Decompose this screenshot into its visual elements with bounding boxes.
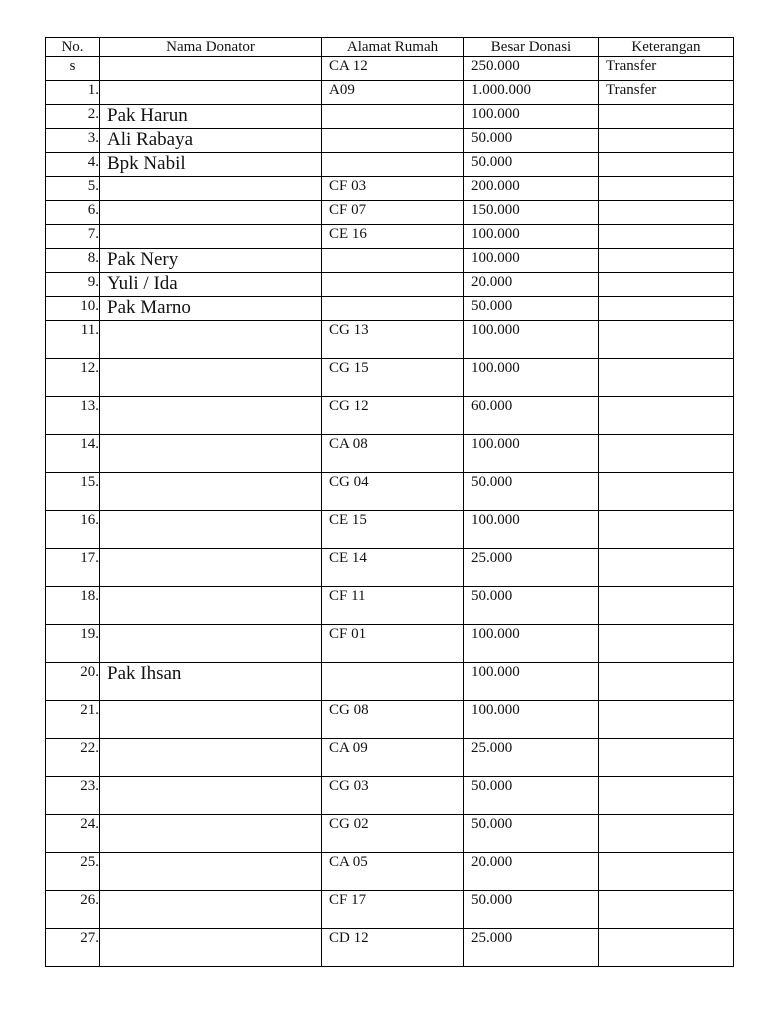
header-address: Alamat Rumah xyxy=(322,38,464,57)
remark-cell xyxy=(599,815,734,853)
donor-name-cell: Pak Nery xyxy=(100,249,322,273)
row-number-cell: 15. xyxy=(46,473,100,511)
row-number-cell: 7. xyxy=(46,225,100,249)
table-row xyxy=(46,129,734,153)
donor-name-cell xyxy=(100,511,322,549)
table-row xyxy=(46,701,734,739)
row-number-cell: 12. xyxy=(46,359,100,397)
house-address-cell xyxy=(322,273,464,297)
donor-name-cell xyxy=(100,397,322,435)
remark-cell xyxy=(599,201,734,225)
donor-name-cell xyxy=(100,929,322,967)
house-address-cell: CE 15 xyxy=(322,511,464,549)
row-number-cell: 6. xyxy=(46,201,100,225)
house-address-cell: CF 07 xyxy=(322,201,464,225)
table-row xyxy=(46,201,734,225)
house-address-cell: CG 02 xyxy=(322,815,464,853)
remark-cell xyxy=(599,891,734,929)
donor-name-cell: Pak Marno xyxy=(100,297,322,321)
house-address-cell: A09 xyxy=(322,81,464,105)
remark-cell xyxy=(599,929,734,967)
house-address-cell: CA 08 xyxy=(322,435,464,473)
donor-name-cell xyxy=(100,225,322,249)
table-row xyxy=(46,359,734,397)
row-number-cell: 13. xyxy=(46,397,100,435)
house-address-cell: CD 12 xyxy=(322,929,464,967)
table-row xyxy=(46,249,734,273)
remark-cell xyxy=(599,511,734,549)
table-row xyxy=(46,177,734,201)
table-row xyxy=(46,397,734,435)
remark-cell xyxy=(599,853,734,891)
donation-amount-cell: 100.000 xyxy=(464,225,599,249)
donation-amount-cell: 20.000 xyxy=(464,273,599,297)
row-number-cell: 8. xyxy=(46,249,100,273)
header-amount: Besar Donasi xyxy=(464,38,599,57)
table-row xyxy=(46,81,734,105)
donation-amount-cell: 50.000 xyxy=(464,129,599,153)
header-note: Keterangan xyxy=(599,38,734,57)
house-address-cell: CE 14 xyxy=(322,549,464,587)
row-number-cell: 9. xyxy=(46,273,100,297)
remark-cell xyxy=(599,473,734,511)
row-number-cell: 24. xyxy=(46,815,100,853)
donation-amount-cell: 250.000 xyxy=(464,57,599,81)
donor-name-cell xyxy=(100,321,322,359)
donation-amount-cell: 200.000 xyxy=(464,177,599,201)
remark-cell xyxy=(599,297,734,321)
remark-cell xyxy=(599,321,734,359)
donation-amount-cell: 100.000 xyxy=(464,359,599,397)
table-row xyxy=(46,105,734,129)
house-address-cell: CF 03 xyxy=(322,177,464,201)
row-number-cell: s xyxy=(46,57,100,81)
remark-cell xyxy=(599,587,734,625)
row-number-cell: 14. xyxy=(46,435,100,473)
remark-cell: Transfer xyxy=(599,57,734,81)
donor-name-cell: Bpk Nabil xyxy=(100,153,322,177)
donation-amount-cell: 50.000 xyxy=(464,777,599,815)
donation-amount-cell: 100.000 xyxy=(464,625,599,663)
donor-name-cell xyxy=(100,359,322,397)
table-row xyxy=(46,511,734,549)
remark-cell xyxy=(599,359,734,397)
table-header-row xyxy=(46,38,734,57)
table-row xyxy=(46,549,734,587)
donor-name-cell xyxy=(100,177,322,201)
row-number-cell: 11. xyxy=(46,321,100,359)
donation-amount-cell: 100.000 xyxy=(464,511,599,549)
table-row xyxy=(46,321,734,359)
donor-name-cell xyxy=(100,57,322,81)
donor-name-cell xyxy=(100,201,322,225)
donation-amount-cell: 25.000 xyxy=(464,929,599,967)
table-row xyxy=(46,587,734,625)
table-body xyxy=(46,57,734,967)
table-row xyxy=(46,929,734,967)
donation-amount-cell: 1.000.000 xyxy=(464,81,599,105)
house-address-cell xyxy=(322,153,464,177)
donation-amount-cell: 100.000 xyxy=(464,105,599,129)
donor-name-cell: Ali Rabaya xyxy=(100,129,322,153)
table-row xyxy=(46,663,734,701)
remark-cell xyxy=(599,739,734,777)
donation-amount-cell: 25.000 xyxy=(464,549,599,587)
house-address-cell: CG 03 xyxy=(322,777,464,815)
donation-amount-cell: 50.000 xyxy=(464,891,599,929)
remark-cell xyxy=(599,129,734,153)
donation-amount-cell: 60.000 xyxy=(464,397,599,435)
remark-cell xyxy=(599,663,734,701)
donor-name-cell: Yuli / Ida xyxy=(100,273,322,297)
header-no: No. xyxy=(46,38,100,57)
remark-cell xyxy=(599,273,734,297)
table-row xyxy=(46,739,734,777)
donation-amount-cell: 100.000 xyxy=(464,321,599,359)
row-number-cell: 21. xyxy=(46,701,100,739)
donation-amount-cell: 100.000 xyxy=(464,435,599,473)
row-number-cell: 1. xyxy=(46,81,100,105)
donation-table xyxy=(45,37,734,967)
house-address-cell: CF 17 xyxy=(322,891,464,929)
donor-name-cell: Pak Harun xyxy=(100,105,322,129)
house-address-cell: CE 16 xyxy=(322,225,464,249)
remark-cell xyxy=(599,397,734,435)
donation-amount-cell: 100.000 xyxy=(464,249,599,273)
donation-amount-cell: 50.000 xyxy=(464,815,599,853)
donation-amount-cell: 50.000 xyxy=(464,297,599,321)
row-number-cell: 27. xyxy=(46,929,100,967)
remark-cell xyxy=(599,153,734,177)
row-number-cell: 22. xyxy=(46,739,100,777)
donor-name-cell xyxy=(100,435,322,473)
table-row xyxy=(46,435,734,473)
donor-name-cell xyxy=(100,625,322,663)
row-number-cell: 2. xyxy=(46,105,100,129)
remark-cell xyxy=(599,625,734,663)
donor-name-cell xyxy=(100,701,322,739)
house-address-cell: CG 04 xyxy=(322,473,464,511)
remark-cell xyxy=(599,777,734,815)
donation-amount-cell: 100.000 xyxy=(464,663,599,701)
remark-cell xyxy=(599,249,734,273)
remark-cell xyxy=(599,701,734,739)
house-address-cell xyxy=(322,297,464,321)
donation-amount-cell: 50.000 xyxy=(464,473,599,511)
house-address-cell: CG 15 xyxy=(322,359,464,397)
row-number-cell: 4. xyxy=(46,153,100,177)
table-row xyxy=(46,625,734,663)
row-number-cell: 18. xyxy=(46,587,100,625)
remark-cell xyxy=(599,177,734,201)
donor-name-cell xyxy=(100,815,322,853)
row-number-cell: 19. xyxy=(46,625,100,663)
row-number-cell: 16. xyxy=(46,511,100,549)
table-row xyxy=(46,473,734,511)
remark-cell xyxy=(599,549,734,587)
table-row xyxy=(46,853,734,891)
donor-name-cell xyxy=(100,549,322,587)
donor-name-cell xyxy=(100,891,322,929)
row-number-cell: 5. xyxy=(46,177,100,201)
row-number-cell: 20. xyxy=(46,663,100,701)
house-address-cell xyxy=(322,249,464,273)
house-address-cell: CA 09 xyxy=(322,739,464,777)
row-number-cell: 23. xyxy=(46,777,100,815)
house-address-cell: CG 12 xyxy=(322,397,464,435)
house-address-cell: CF 01 xyxy=(322,625,464,663)
donation-amount-cell: 25.000 xyxy=(464,739,599,777)
remark-cell: Transfer xyxy=(599,81,734,105)
row-number-cell: 25. xyxy=(46,853,100,891)
row-number-cell: 17. xyxy=(46,549,100,587)
house-address-cell: CA 12 xyxy=(322,57,464,81)
remark-cell xyxy=(599,225,734,249)
donation-amount-cell: 100.000 xyxy=(464,701,599,739)
house-address-cell: CF 11 xyxy=(322,587,464,625)
donor-name-cell xyxy=(100,473,322,511)
row-number-cell: 10. xyxy=(46,297,100,321)
table-row xyxy=(46,297,734,321)
table-row xyxy=(46,225,734,249)
table-row xyxy=(46,57,734,81)
house-address-cell xyxy=(322,105,464,129)
donation-amount-cell: 150.000 xyxy=(464,201,599,225)
house-address-cell: CG 08 xyxy=(322,701,464,739)
house-address-cell: CG 13 xyxy=(322,321,464,359)
donor-name-cell xyxy=(100,853,322,891)
house-address-cell xyxy=(322,129,464,153)
table-row xyxy=(46,777,734,815)
table-row xyxy=(46,153,734,177)
donor-name-cell xyxy=(100,739,322,777)
table-row xyxy=(46,891,734,929)
header-name: Nama Donator xyxy=(100,38,322,57)
remark-cell xyxy=(599,105,734,129)
row-number-cell: 3. xyxy=(46,129,100,153)
donation-amount-cell: 20.000 xyxy=(464,853,599,891)
donor-name-cell xyxy=(100,81,322,105)
remark-cell xyxy=(599,435,734,473)
house-address-cell: CA 05 xyxy=(322,853,464,891)
donation-amount-cell: 50.000 xyxy=(464,587,599,625)
table-row xyxy=(46,815,734,853)
row-number-cell: 26. xyxy=(46,891,100,929)
house-address-cell xyxy=(322,663,464,701)
donation-amount-cell: 50.000 xyxy=(464,153,599,177)
donor-name-cell xyxy=(100,587,322,625)
table-row xyxy=(46,273,734,297)
donor-name-cell: Pak Ihsan xyxy=(100,663,322,701)
donor-name-cell xyxy=(100,777,322,815)
